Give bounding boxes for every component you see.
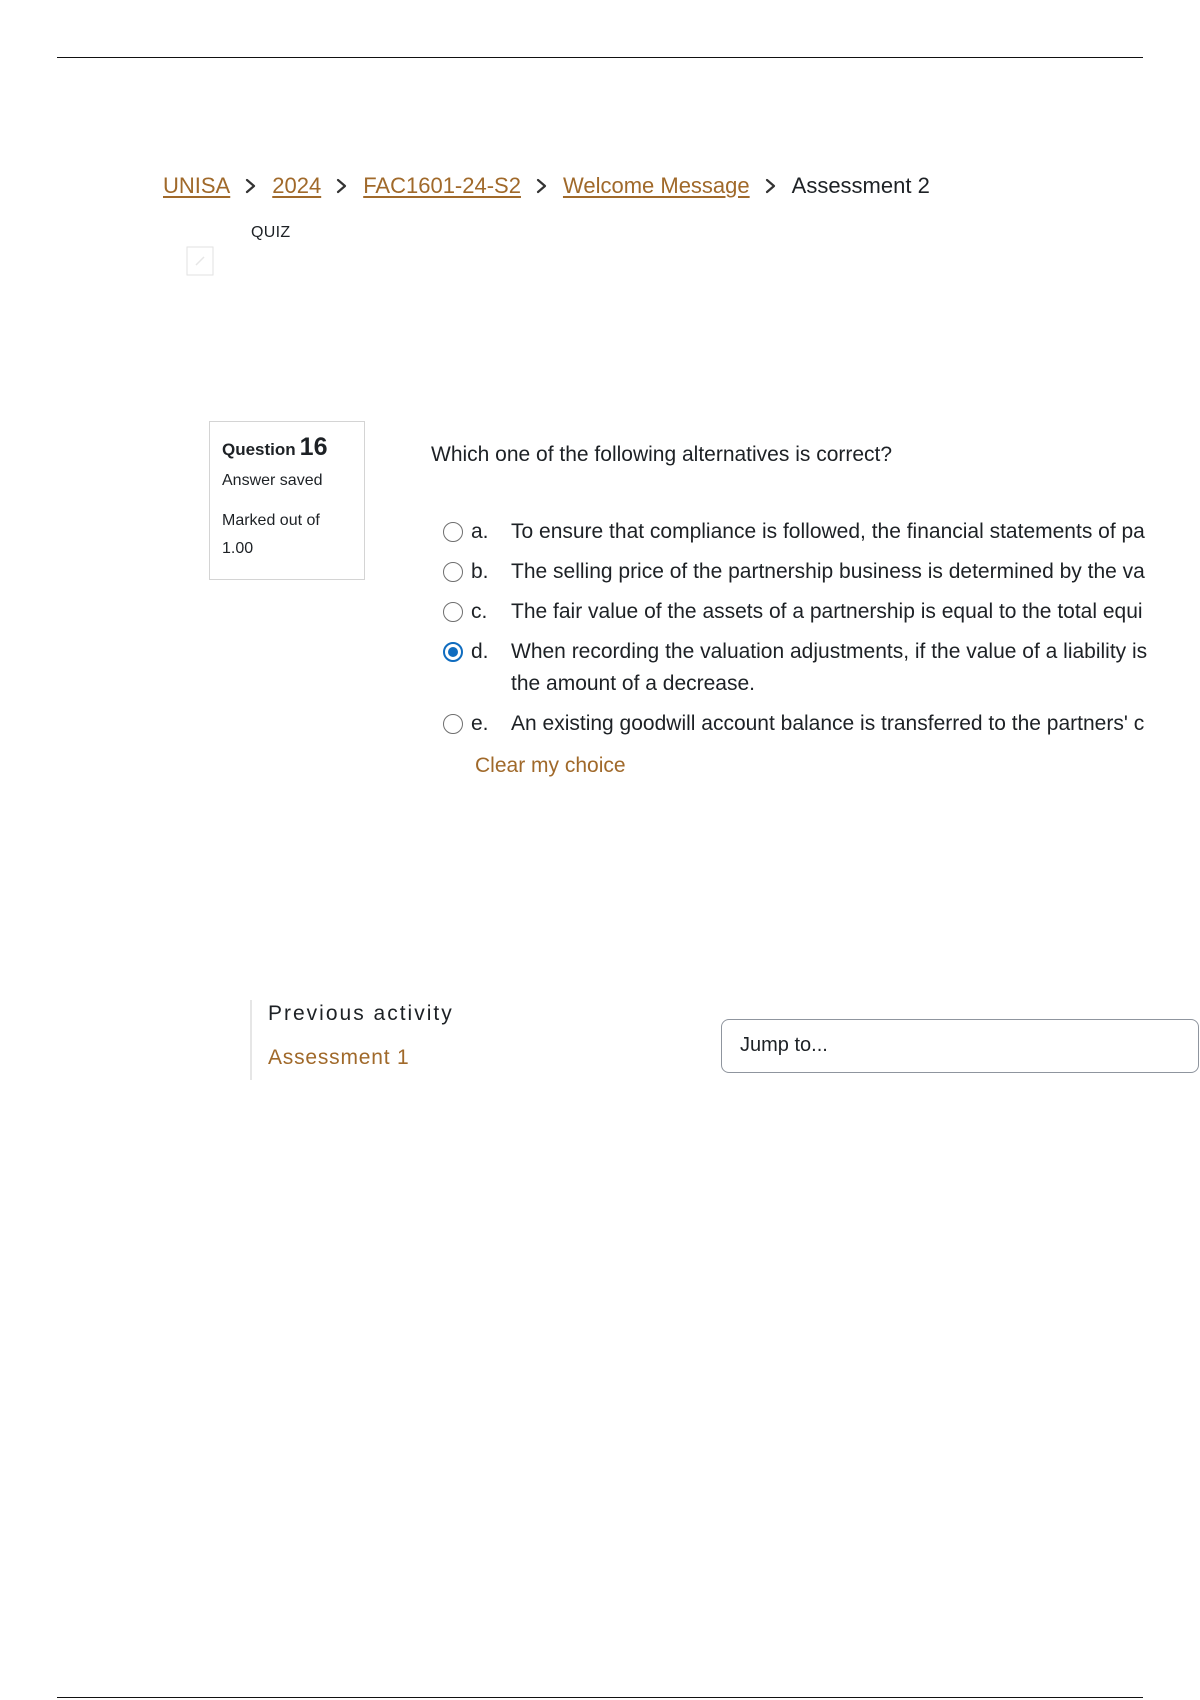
- breadcrumb-welcome-message[interactable]: Welcome Message: [562, 173, 750, 198]
- answer-option-e[interactable]: [443, 708, 1200, 748]
- grade-label: Marked out of: [222, 512, 320, 529]
- answer-text-line: When recording the valuation adjustments, if the value of a liability is: [511, 640, 1148, 663]
- question-state: Answer saved: [222, 472, 323, 489]
- answer-text: To ensure that compliance is followed, the financial statements of pa: [511, 520, 1145, 543]
- answer-letter: d.: [471, 640, 489, 663]
- breadcrumb-2024[interactable]: 2024: [272, 173, 322, 198]
- previous-activity-title: Previous activity: [268, 1002, 454, 1025]
- answer-options: [443, 516, 1200, 748]
- question-number: 16: [299, 433, 328, 461]
- answer-letter: c.: [471, 600, 488, 623]
- quiz-icon: [186, 246, 214, 276]
- question-text: Which one of the following alternatives is correct?: [431, 443, 893, 466]
- radio-button[interactable]: [443, 562, 463, 582]
- breadcrumb-unisa[interactable]: UNISA: [163, 173, 231, 198]
- answer-option-b[interactable]: [443, 556, 1200, 596]
- answer-text: [511, 636, 1200, 700]
- answer-text: The fair value of the assets of a partnership is equal to the total equi: [511, 600, 1143, 623]
- breadcrumb: [163, 172, 930, 200]
- previous-activity: [250, 1000, 454, 1080]
- top-rule: [57, 57, 1143, 58]
- answer-text-line: the amount of a decrease.: [511, 672, 755, 695]
- radio-button[interactable]: [443, 602, 463, 622]
- grade-value: 1.00: [222, 540, 254, 557]
- jump-to-select[interactable]: Jump to...: [721, 1019, 1199, 1073]
- chevron-right-icon: [238, 172, 264, 200]
- answer-option-a[interactable]: [443, 516, 1200, 556]
- clear-choice-link[interactable]: Clear my choice: [475, 754, 626, 777]
- question-grade: [222, 507, 352, 563]
- radio-button[interactable]: [443, 522, 463, 542]
- question-label: Question: [222, 440, 296, 459]
- question-title: [222, 434, 352, 463]
- answer-letter: b.: [471, 560, 489, 583]
- answer-option-c[interactable]: [443, 596, 1200, 636]
- radio-button[interactable]: [443, 714, 463, 734]
- question-info-box: [209, 421, 365, 580]
- chevron-right-icon: [758, 172, 784, 200]
- chevron-right-icon: [329, 172, 355, 200]
- answer-text: An existing goodwill account balance is transferred to the partners' c: [511, 712, 1145, 735]
- answer-letter: a.: [471, 520, 489, 543]
- activity-type-label: QUIZ: [251, 224, 291, 241]
- previous-activity-link[interactable]: Assessment 1: [268, 1046, 410, 1069]
- answer-text: The selling price of the partnership business is determined by the va: [511, 560, 1145, 583]
- answer-letter: e.: [471, 712, 489, 735]
- breadcrumb-course[interactable]: FAC1601-24-S2: [363, 173, 521, 198]
- breadcrumb-current: Assessment 2: [791, 173, 930, 198]
- bottom-rule: [57, 1697, 1143, 1698]
- radio-button-selected[interactable]: [443, 642, 463, 662]
- answer-option-d[interactable]: [443, 636, 1200, 708]
- chevron-right-icon: [529, 172, 555, 200]
